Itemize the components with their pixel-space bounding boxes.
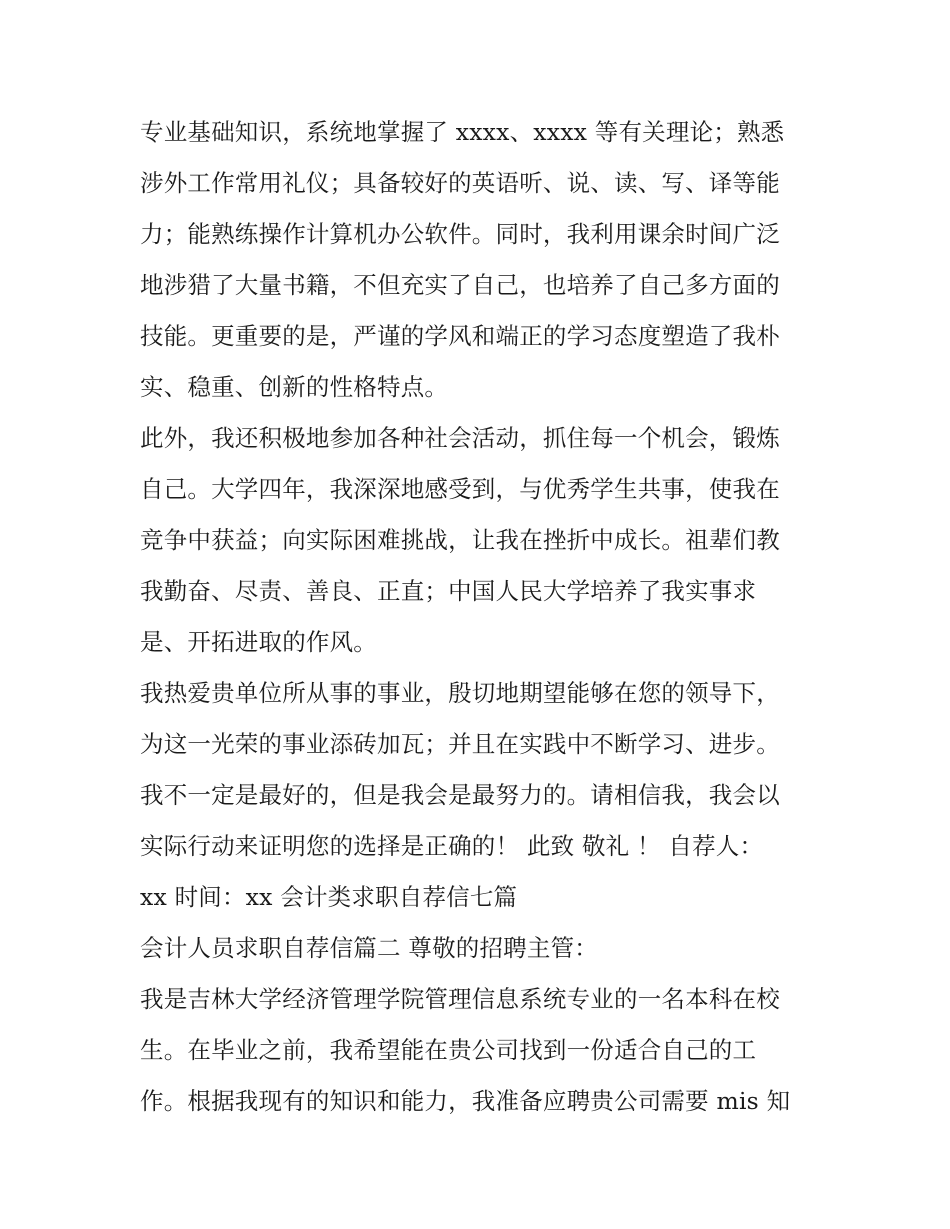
text-line: 自己。大学四年，我深深地感受到，与优秀学生共事，使我在 bbox=[140, 475, 780, 503]
text-line: 为这一光荣的事业添砖加瓦；并且在实践中不断学习、进步。 bbox=[140, 730, 780, 758]
text-line: 我勤奋、尽责、善良、正直；中国人民大学培养了我实事求 bbox=[140, 577, 757, 605]
text-line: 竞争中获益；向实际困难挑战，让我在挫折中成长。祖辈们教 bbox=[140, 526, 780, 554]
text-line: 生。在毕业之前，我希望能在贵公司找到一份适合自己的工 bbox=[140, 1036, 757, 1064]
text-line: 我是吉林大学经济管理学院管理信息系统专业的一名本科在校 bbox=[140, 985, 780, 1013]
text-line: 我不一定是最好的，但是我会是最努力的。请相信我，我会以 bbox=[140, 781, 780, 809]
text-line: 作。根据我现有的知识和能力，我准备应聘贵公司需要 mis 知 bbox=[140, 1087, 791, 1115]
text-line: 专业基础知识，系统地掌握了 xxxx、xxxx 等有关理论；熟悉 bbox=[140, 118, 785, 146]
text-line: 技能。更重要的是，严谨的学风和端正的学习态度塑造了我朴 bbox=[140, 322, 780, 350]
text-line: 实际行动来证明您的选择是正确的！ 此致 敬礼 ！ 自荐人： bbox=[140, 832, 764, 860]
text-line: 会计人员求职自荐信篇二 尊敬的招聘主管： bbox=[140, 934, 598, 962]
text-line: 我热爱贵单位所从事的事业，殷切地期望能够在您的领导下， bbox=[140, 679, 780, 707]
text-line: 涉外工作常用礼仪；具备较好的英语听、说、读、写、译等能 bbox=[140, 169, 780, 197]
text-line: 此外，我还积极地参加各种社会活动，抓住每一个机会，锻炼 bbox=[140, 424, 780, 452]
text-line: xx 时间：xx 会计类求职自荐信七篇 bbox=[140, 883, 518, 911]
text-line: 力；能熟练操作计算机办公软件。同时，我利用课余时间广泛 bbox=[140, 220, 780, 248]
text-line: 地涉猎了大量书籍，不但充实了自己，也培养了自己多方面的 bbox=[140, 271, 780, 299]
text-line: 实、稳重、创新的性格特点。 bbox=[140, 373, 449, 401]
text-line: 是、开拓进取的作风。 bbox=[140, 628, 377, 656]
letter-body bbox=[140, 107, 820, 1127]
